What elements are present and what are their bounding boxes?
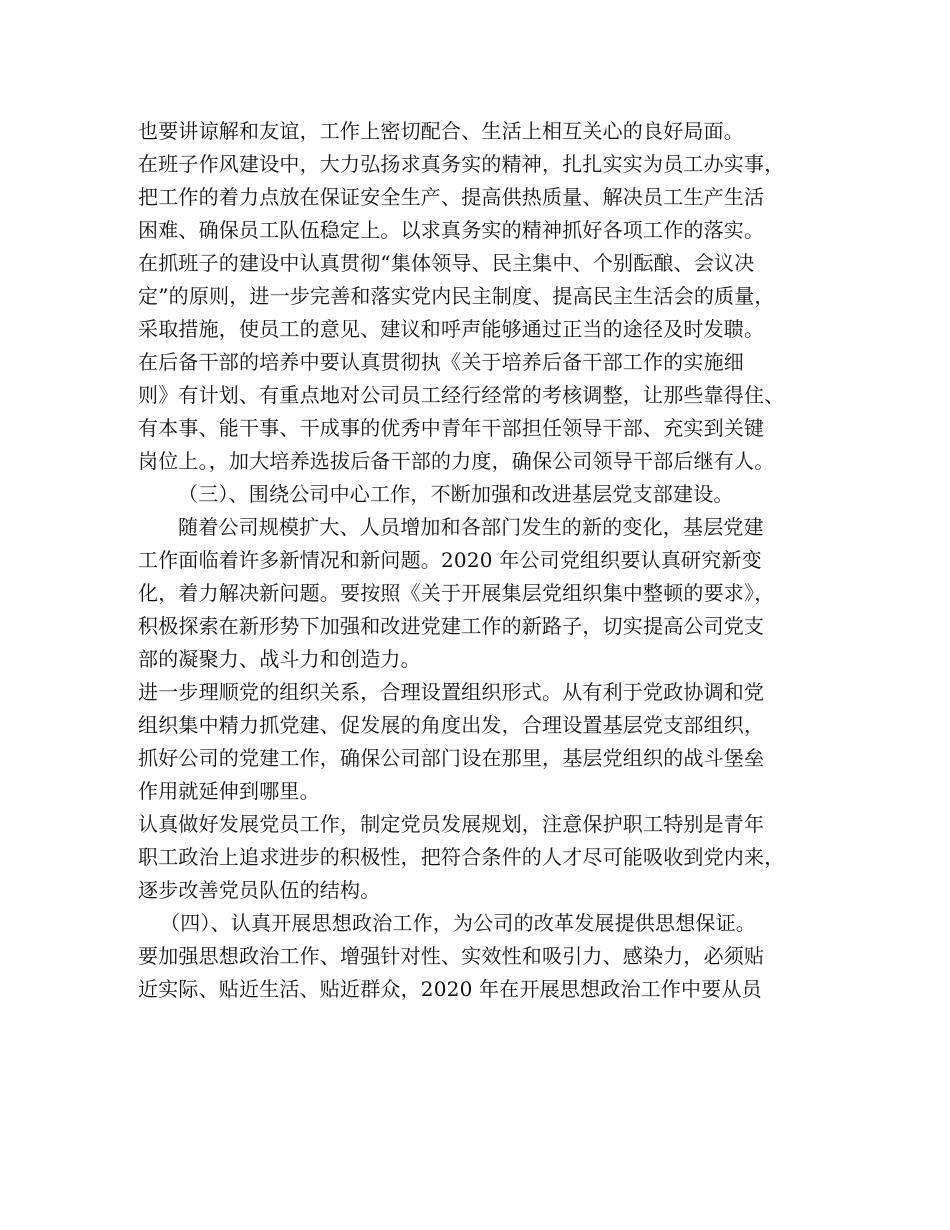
- text-line: 进一步理顺党的组织关系，合理设置组织形式。从有利于党政协调和党: [138, 680, 765, 704]
- text-line: 采取措施，使员工的意见、建议和呼声能够通过正当的途径及时发聩。: [138, 317, 765, 341]
- text-line: 随着公司规模扩大、人员增加和各部门发生的新的变化，基层党建: [178, 515, 764, 539]
- text-line: 组织集中精力抓党建、促发展的角度出发，合理设置基层党支部组织，: [138, 713, 765, 737]
- text-line: 岗位上。，加大培养选拔后备干部的力度，确保公司领导干部后继有人。: [138, 449, 775, 473]
- text-line: 认真做好发展党员工作，制定党员发展规划，注意保护职工特别是青年: [138, 812, 765, 836]
- text-line: 职工政治上追求进步的积极性，把符合条件的人才尽可能吸收到党内来，: [138, 845, 785, 869]
- text-line: 在抓班子的建设中认真贯彻“集体领导、民主集中、个别酝酿、会议决: [138, 251, 755, 275]
- text-line: 化，着力解决新问题。要按照《关于开展集层党组织集中整顿的要求》，: [138, 581, 775, 605]
- body-text: [138, 115, 838, 1006]
- text-line: 积极探索在新形势下加强和改进党建工作的新路子，切实提高公司党支: [138, 614, 765, 638]
- section-heading: （三）、围绕公司中心工作，不断加强和改进基层党支部建设。: [178, 482, 734, 506]
- text-line: 也要讲谅解和友谊，工作上密切配合、生活上相互关心的良好局面。: [138, 119, 744, 143]
- section-heading: （四）、认真开展思想政治工作，为公司的改革发展提供思想保证。: [160, 911, 756, 935]
- text-line: 困难、确保员工队伍稳定上。以求真务实的精神抓好各项工作的落实。: [138, 218, 765, 242]
- text-line: 逐步改善党员队伍的结构。: [138, 878, 381, 902]
- text-line: 有本事、能干事、干成事的优秀中青年干部担任领导干部、充实到关键: [138, 416, 765, 440]
- text-line: 作用就延伸到哪里。: [138, 779, 320, 803]
- text-line: 定”的原则，进一步完善和落实党内民主制度、提高民主生活会的质量，: [138, 284, 775, 308]
- text-line: 在后备干部的培养中要认真贯彻执《关于培养后备干部工作的实施细: [138, 350, 744, 374]
- text-line: 则》有计划、有重点地对公司员工经行经常的考核调整，让那些靠得住、: [138, 383, 785, 407]
- text-line: 近实际、贴近生活、贴近群众，2020 年在开展思想政治工作中要从员: [138, 977, 762, 1001]
- text-line: 把工作的着力点放在保证安全生产、提高供热质量、解决员工生产生活: [138, 185, 765, 209]
- text-line: 要加强思想政治工作、增强针对性、实效性和吸引力、感染力，必须贴: [138, 944, 765, 968]
- text-line: 工作面临着许多新情况和新问题。2020 年公司党组织要认真研究新变: [138, 548, 762, 572]
- text-line: 部的凝聚力、战斗力和创造力。: [138, 647, 421, 671]
- text-line: 在班子作风建设中，大力弘扬求真务实的精神，扎扎实实为员工办实事，: [138, 152, 785, 176]
- text-line: 抓好公司的党建工作，确保公司部门设在那里，基层党组织的战斗堡垒: [138, 746, 765, 770]
